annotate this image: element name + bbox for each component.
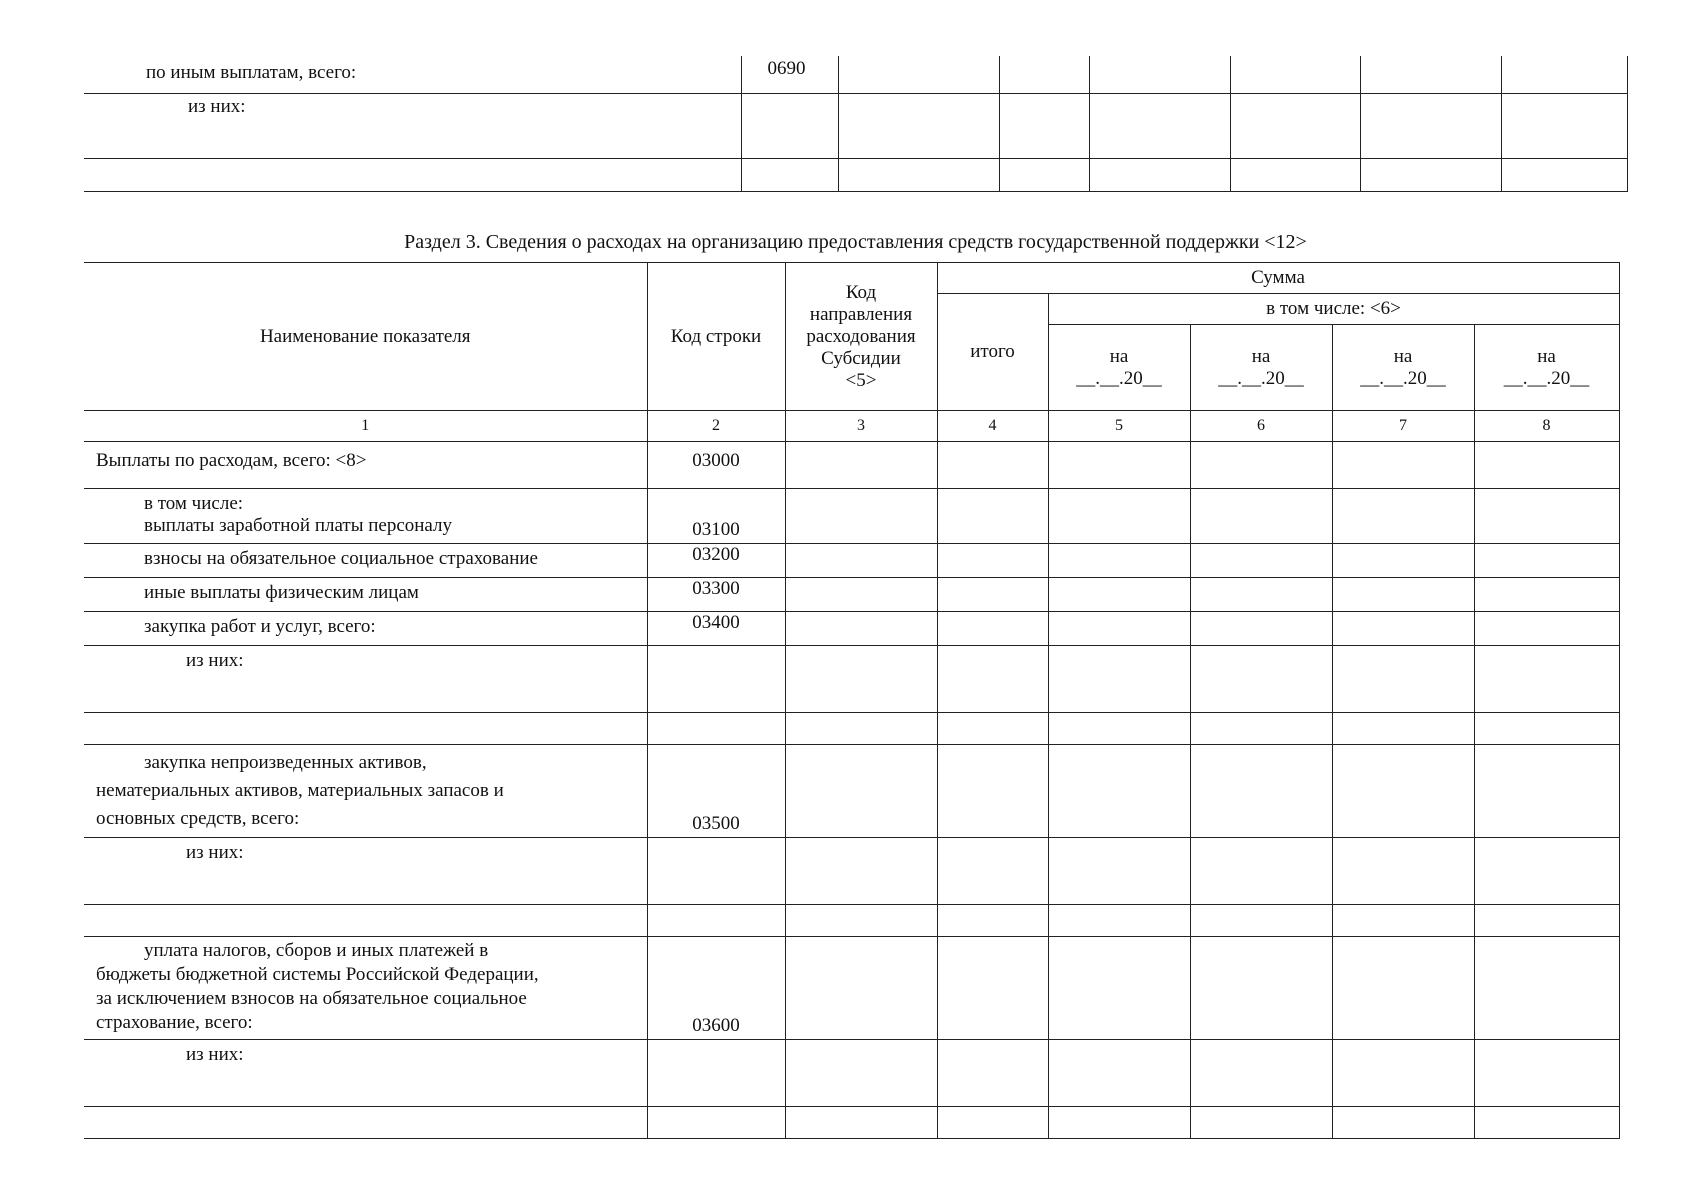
value-cell[interactable] <box>785 544 937 578</box>
value-cell[interactable] <box>785 745 937 838</box>
table-row <box>84 612 1619 646</box>
value-cell[interactable] <box>1048 646 1190 713</box>
value-cell[interactable] <box>937 1040 1048 1107</box>
value-cell[interactable] <box>785 442 937 489</box>
row-name[interactable] <box>84 905 647 937</box>
row-name[interactable] <box>84 1107 647 1139</box>
table-row <box>84 905 1619 937</box>
value-cell[interactable] <box>1089 56 1230 94</box>
column-number: 7 <box>1332 411 1474 442</box>
value-cell[interactable] <box>1089 159 1230 192</box>
value-cell[interactable] <box>785 1107 937 1139</box>
value-cell[interactable] <box>1190 905 1332 937</box>
row-code: 03400 <box>647 612 785 646</box>
value-cell[interactable] <box>1048 612 1190 646</box>
row-code[interactable] <box>647 838 785 905</box>
value-cell[interactable] <box>1501 56 1627 94</box>
header-name: Наименование показателя <box>84 263 647 411</box>
value-cell[interactable] <box>1474 442 1619 489</box>
row-code[interactable] <box>741 159 838 192</box>
row-code: 03100 <box>647 489 785 544</box>
row-name: закупка непроизведенных активов, нематериальных активов, материальных запасов и основных средств, всего: <box>84 745 647 838</box>
value-cell[interactable] <box>1474 646 1619 713</box>
column-number: 2 <box>647 411 785 442</box>
table-row <box>84 578 1619 612</box>
value-cell[interactable] <box>1501 94 1627 159</box>
row-code[interactable] <box>647 1040 785 1107</box>
header-period-3: на __.__.20__ <box>1332 325 1474 411</box>
value-cell[interactable] <box>1332 1040 1474 1107</box>
value-cell[interactable] <box>1474 489 1619 544</box>
value-cell[interactable] <box>999 56 1089 94</box>
column-number: 3 <box>785 411 937 442</box>
row-code: 0690 <box>741 56 838 94</box>
row-name: закупка работ и услуг, всего: <box>84 612 647 646</box>
value-cell[interactable] <box>785 713 937 745</box>
header-period-1: на __.__.20__ <box>1048 325 1190 411</box>
value-cell[interactable] <box>1048 1040 1190 1107</box>
table-row <box>84 745 1619 838</box>
value-cell[interactable] <box>1332 578 1474 612</box>
row-name: уплата налогов, сборов и иных платежей в бюджеты бюджетной системы Российской Федерации, за исключением взносов на обязательное социальное страхование, всего: <box>84 937 647 1040</box>
value-cell[interactable] <box>1048 745 1190 838</box>
header-including: в том числе: <6> <box>1048 294 1619 325</box>
value-cell[interactable] <box>937 838 1048 905</box>
value-cell[interactable] <box>937 442 1048 489</box>
row-code[interactable] <box>647 1107 785 1139</box>
value-cell[interactable] <box>1501 159 1627 192</box>
value-cell[interactable] <box>937 612 1048 646</box>
table-row <box>84 1040 1619 1107</box>
value-cell[interactable] <box>937 544 1048 578</box>
value-cell[interactable] <box>937 713 1048 745</box>
value-cell[interactable] <box>999 94 1089 159</box>
value-cell[interactable] <box>1190 442 1332 489</box>
header-total: итого <box>937 294 1048 411</box>
value-cell[interactable] <box>1332 646 1474 713</box>
row-name: Выплаты по расходам, всего: <8> <box>84 442 647 489</box>
value-cell[interactable] <box>1332 489 1474 544</box>
value-cell[interactable] <box>937 1107 1048 1139</box>
value-cell[interactable] <box>937 489 1048 544</box>
value-cell[interactable] <box>1474 544 1619 578</box>
row-code: 03200 <box>647 544 785 578</box>
value-cell[interactable] <box>1190 544 1332 578</box>
value-cell[interactable] <box>785 646 937 713</box>
value-cell[interactable] <box>1360 94 1501 159</box>
table-row <box>84 646 1619 713</box>
value-cell[interactable] <box>1190 1107 1332 1139</box>
row-code: 03000 <box>647 442 785 489</box>
value-cell[interactable] <box>1474 1040 1619 1107</box>
row-code[interactable] <box>741 94 838 159</box>
value-cell[interactable] <box>1332 905 1474 937</box>
value-cell[interactable] <box>1474 713 1619 745</box>
value-cell[interactable] <box>1230 159 1360 192</box>
row-name[interactable] <box>84 159 741 192</box>
row-name: из них: <box>84 1040 647 1107</box>
header-sum: Сумма <box>937 263 1619 294</box>
value-cell[interactable] <box>1048 489 1190 544</box>
value-cell[interactable] <box>1190 646 1332 713</box>
value-cell[interactable] <box>1332 745 1474 838</box>
row-name: взносы на обязательное социальное страхование <box>84 544 647 578</box>
row-code: 03600 <box>647 937 785 1040</box>
value-cell[interactable] <box>785 838 937 905</box>
value-cell[interactable] <box>1332 713 1474 745</box>
value-cell[interactable] <box>1048 905 1190 937</box>
row-name: из них: <box>84 646 647 713</box>
table-row <box>84 489 1619 544</box>
value-cell[interactable] <box>1474 838 1619 905</box>
value-cell[interactable] <box>999 159 1089 192</box>
row-code: 03500 <box>647 745 785 838</box>
value-cell[interactable] <box>1048 544 1190 578</box>
header-row <box>84 263 1619 294</box>
column-number: 5 <box>1048 411 1190 442</box>
table-row <box>84 544 1619 578</box>
value-cell[interactable] <box>785 937 937 1040</box>
row-code[interactable] <box>647 905 785 937</box>
value-cell[interactable] <box>1048 1107 1190 1139</box>
top-fragment-table <box>84 56 1628 192</box>
section-title: Раздел 3. Сведения о расходах на организацию предоставления средств государственной поддержки <12> <box>404 231 1307 253</box>
row-code[interactable] <box>647 713 785 745</box>
row-name: из них: <box>84 838 647 905</box>
value-cell[interactable] <box>785 905 937 937</box>
header-direction-code: Код направления расходования Субсидии <5> <box>785 263 937 411</box>
value-cell[interactable] <box>1332 838 1474 905</box>
table-row <box>84 56 1627 94</box>
value-cell[interactable] <box>1474 905 1619 937</box>
value-cell[interactable] <box>1474 612 1619 646</box>
row-code: 03300 <box>647 578 785 612</box>
value-cell[interactable] <box>785 1040 937 1107</box>
value-cell[interactable] <box>1230 94 1360 159</box>
value-cell[interactable] <box>1190 612 1332 646</box>
header-period-2: на __.__.20__ <box>1190 325 1332 411</box>
value-cell[interactable] <box>1332 1107 1474 1139</box>
value-cell[interactable] <box>1190 713 1332 745</box>
value-cell[interactable] <box>1048 838 1190 905</box>
value-cell[interactable] <box>838 94 999 159</box>
value-cell[interactable] <box>1474 578 1619 612</box>
value-cell[interactable] <box>1190 1040 1332 1107</box>
value-cell[interactable] <box>1360 159 1501 192</box>
column-number: 4 <box>937 411 1048 442</box>
value-cell[interactable] <box>1048 442 1190 489</box>
value-cell[interactable] <box>785 489 937 544</box>
table-row <box>84 937 1619 1040</box>
value-cell[interactable] <box>937 646 1048 713</box>
header-period-4: на __.__.20__ <box>1474 325 1619 411</box>
row-code[interactable] <box>647 646 785 713</box>
value-cell[interactable] <box>1048 578 1190 612</box>
value-cell[interactable] <box>937 937 1048 1040</box>
value-cell[interactable] <box>1048 937 1190 1040</box>
column-numbers-row <box>84 411 1619 442</box>
value-cell[interactable] <box>1474 937 1619 1040</box>
row-name: иные выплаты физическим лицам <box>84 578 647 612</box>
row-name: в том числе: выплаты заработной платы персоналу <box>84 489 647 544</box>
value-cell[interactable] <box>937 578 1048 612</box>
column-number: 1 <box>84 411 647 442</box>
value-cell[interactable] <box>1190 937 1332 1040</box>
expenses-table <box>84 262 1620 1139</box>
table-row <box>84 94 1627 159</box>
value-cell[interactable] <box>937 905 1048 937</box>
column-number: 6 <box>1190 411 1332 442</box>
value-cell[interactable] <box>1474 745 1619 838</box>
value-cell[interactable] <box>1048 713 1190 745</box>
row-name: из них: <box>84 94 741 159</box>
value-cell[interactable] <box>785 612 937 646</box>
table-row <box>84 1107 1619 1139</box>
value-cell[interactable] <box>1360 56 1501 94</box>
value-cell[interactable] <box>1332 544 1474 578</box>
value-cell[interactable] <box>1230 56 1360 94</box>
column-number: 8 <box>1474 411 1619 442</box>
value-cell[interactable] <box>1190 838 1332 905</box>
value-cell[interactable] <box>1474 1107 1619 1139</box>
row-name: по иным выплатам, всего: <box>84 56 741 94</box>
value-cell[interactable] <box>1190 578 1332 612</box>
table-row <box>84 713 1619 745</box>
value-cell[interactable] <box>1190 489 1332 544</box>
header-code: Код строки <box>647 263 785 411</box>
table-row <box>84 159 1627 192</box>
value-cell[interactable] <box>785 578 937 612</box>
value-cell[interactable] <box>1190 745 1332 838</box>
value-cell[interactable] <box>1332 442 1474 489</box>
value-cell[interactable] <box>1332 937 1474 1040</box>
value-cell[interactable] <box>838 159 999 192</box>
value-cell[interactable] <box>838 56 999 94</box>
table-row <box>84 442 1619 489</box>
value-cell[interactable] <box>1089 94 1230 159</box>
value-cell[interactable] <box>937 745 1048 838</box>
table-row <box>84 838 1619 905</box>
row-name[interactable] <box>84 713 647 745</box>
value-cell[interactable] <box>1332 612 1474 646</box>
